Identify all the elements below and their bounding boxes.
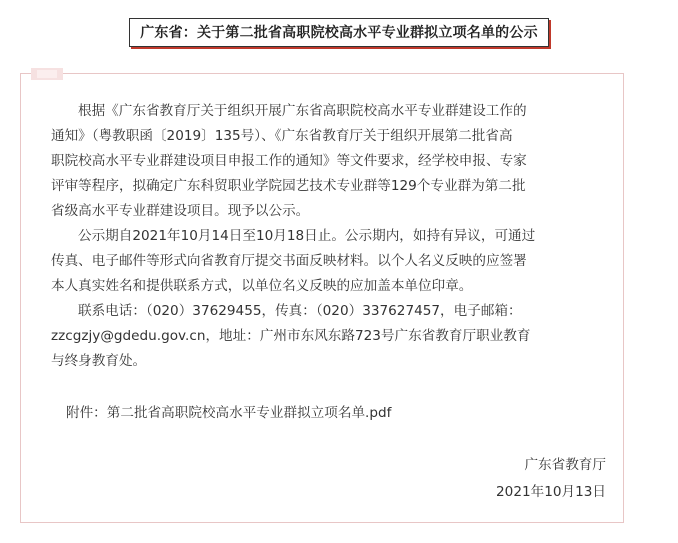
text-line: 通知》（粤教职函〔2019〕135号）、《广东省教育厅关于组织开展第二批省高 bbox=[51, 128, 513, 144]
title-wrapper bbox=[0, 18, 678, 47]
paragraph-contact bbox=[51, 299, 611, 374]
page-title: 广东省：关于第二批省高职院校高水平专业群拟立项名单的公示 bbox=[129, 18, 549, 47]
email-address-line: zzcgzjy@gdedu.gov.cn，地址：广州市东风东路723号广东省教育厅职业教育 bbox=[51, 328, 531, 344]
text-line: 省级高水平专业群建设项目。现予以公示。 bbox=[51, 203, 310, 219]
text-line: 公示期自2021年10月14日至10月18日止。公示期内，如持有异议，可通过 bbox=[78, 228, 536, 244]
corner-decoration bbox=[31, 68, 63, 80]
paragraph-period bbox=[51, 224, 611, 299]
signature-org: 广东省教育厅 bbox=[524, 457, 606, 473]
contact-line: 联系电话：（020）37629455，传真：（020）337627457，电子邮箱： bbox=[78, 303, 522, 319]
attachment-link[interactable]: 附件：第二批省高职院校高水平专业群拟立项名单.pdf bbox=[66, 405, 392, 421]
signature-date: 2021年10月13日 bbox=[496, 484, 606, 500]
notice-body bbox=[51, 99, 611, 374]
text-line: 评审等程序，拟确定广东科贸职业学院园艺技术专业群等129个专业群为第二批 bbox=[51, 178, 526, 194]
text-line: 本人真实姓名和提供联系方式，以单位名义反映的应加盖本单位印章。 bbox=[51, 278, 473, 294]
text-line: 传真、电子邮件等形式向省教育厅提交书面反映材料。以个人名义反映的应签署 bbox=[51, 253, 527, 269]
paragraph-basis bbox=[51, 99, 611, 224]
text-line: 与终身教育处。 bbox=[51, 353, 147, 369]
text-line: 职院校高水平专业群建设项目申报工作的通知》等文件要求，经学校申报、专家 bbox=[51, 153, 527, 169]
text-line: 根据《广东省教育厅关于组织开展广东省高职院校高水平专业群建设工作的 bbox=[78, 103, 527, 119]
